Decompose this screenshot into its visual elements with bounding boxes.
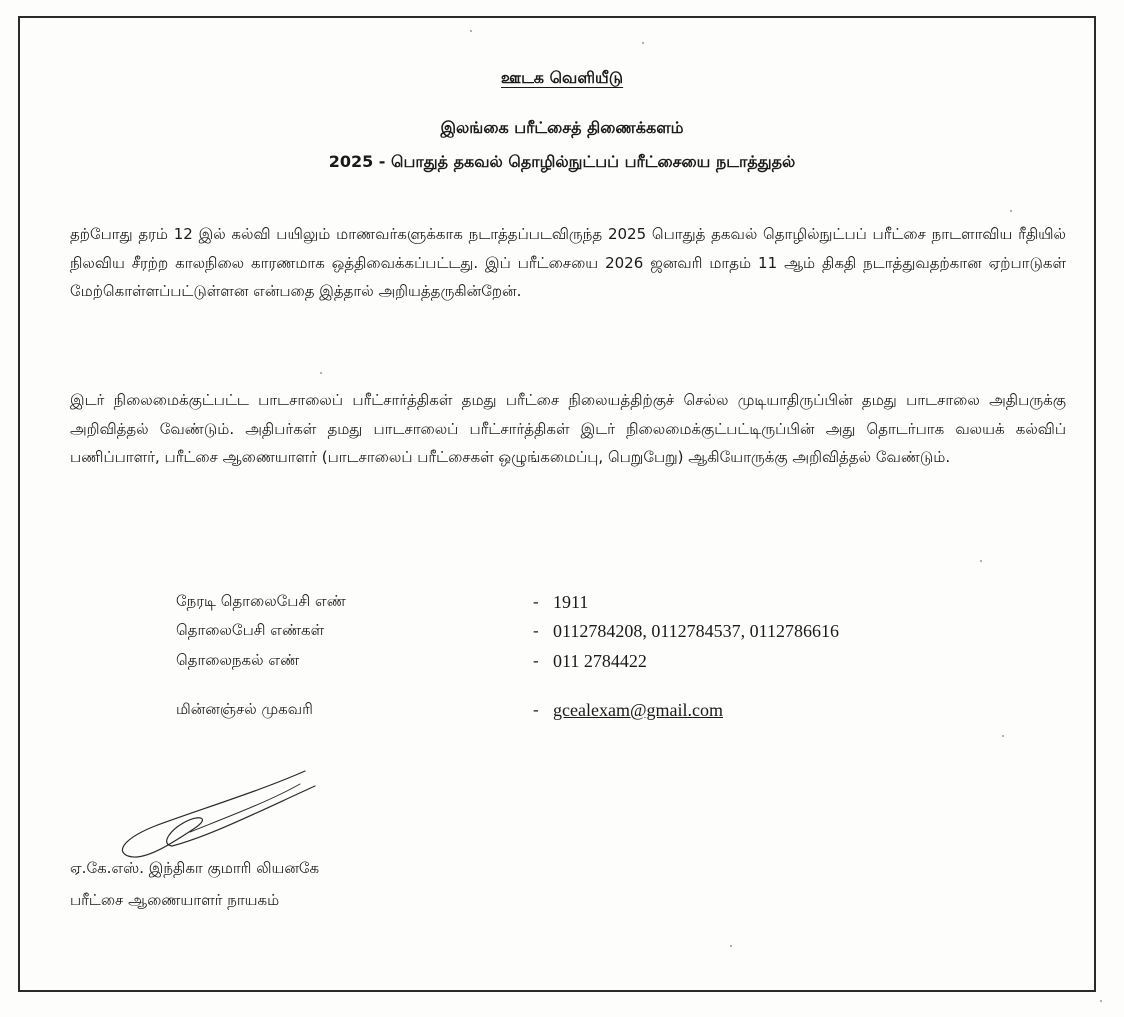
contact-dash: - [533,621,539,640]
scan-speck [1002,735,1004,737]
scan-speck [642,42,644,44]
contact-value-phones: 0112784208, 0112784537, 0112786616 [553,621,839,641]
paragraph-instructions: இடர் நிலைமைக்குட்பட்ட பாடசாலைப் பரீட்சார்த்திகள் தமது பரீட்சை நிலையத்திற்குச் செல்ல முடியாதிருப்பின் தமது பாடசாலை அதிபருக்கு அறிவித்தல் வேண்டும். அதிபர்கள் தமது பாடசாலைப் பரீட்சார்த்திகள் இடர் நிலைமைக்குட்பட்டிருப்பின் அது தொடர்பாக வலயக் கல்விப் பணிப்பாளர், பரீட்சை ஆணையாளர் (பாடசாலைப் பரீட்சைகள் ஒழுங்கமைப்பு, பெறுபேறு) ஆகியோருக்கு அறிவித்தல் வேண்டும். [70,391,1066,466]
contact-label: மின்னஞ்சல் முகவரி [176,700,313,718]
contact-row-fax [0,651,1124,675]
contact-dash: - [533,700,539,719]
contact-value-email [553,700,723,721]
contact-dash: - [533,651,539,670]
scan-speck [1100,1000,1102,1002]
contact-label: நேரடி தொலைபேசி எண் [176,592,346,610]
scan-speck [320,372,322,374]
scan-speck [730,945,732,947]
contact-label: தொலைநகல் எண் [176,651,300,669]
signatory-title: பரீட்சை ஆணையாளர் நாயகம் [70,891,280,909]
signatory-name: ஏ.கே.எஸ். இந்திகா குமாரி லியனகே [70,859,320,877]
contact-dash: - [533,592,539,611]
contact-value-hotline: 1911 [553,592,589,612]
subject-heading: 2025 - பொதுத் தகவல் தொழில்நுட்பப் பரீட்சையை நடாத்துதல் [328,152,796,171]
paragraph-postponement: தற்போது தரம் 12 இல் கல்வி பயிலும் மாணவர்களுக்காக நடாத்தப்படவிருந்த 2025 பொதுத் தகவல் தொழில்நுட்பப் பரீட்சை நாடளாவிய ரீதியில் நிலவிய சீரற்ற காலநிலை காரணமாக ஒத்திவைக்கப்பட்டது. இப் பரீட்சையை 2026 ஜனவரி மாதம் 11 ஆம் திகதி நடாத்துவதற்கான ஏற்பாடுகள் மேற்கொள்ளப்பட்டுள்ளன என்பதை இத்தால் அறியத்தருகின்றேன். [70,225,1066,300]
contact-row-hotline [0,592,1124,616]
scan-speck [470,30,472,32]
contact-row-phones [0,621,1124,645]
media-release-heading: ஊடக வெளியீடு [500,68,624,87]
scan-speck [1010,210,1012,212]
contact-label: தொலைபேசி எண்கள் [176,621,325,639]
department-heading: இலங்கை பரீட்சைத் திணைக்களம் [440,118,684,137]
email-link[interactable]: gcealexam@gmail.com [553,700,724,720]
handwritten-signature [100,766,330,866]
contact-value-fax: 011 2784422 [553,651,647,671]
scan-speck [980,560,982,562]
contact-row-email [0,700,1124,724]
